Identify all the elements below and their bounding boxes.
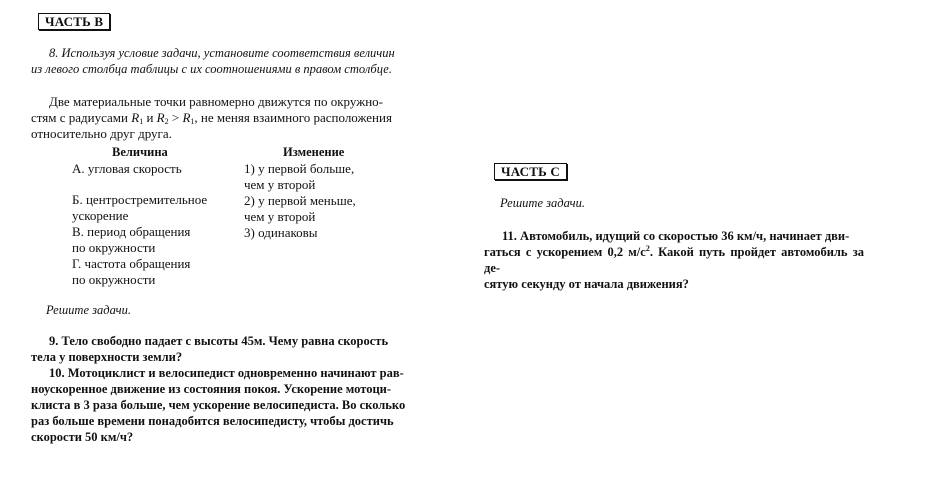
- table-left-item: Г. частота обращения: [72, 256, 191, 271]
- table-right-item: 2) у первой меньше,: [244, 193, 356, 208]
- q10-line1: 10. Мотоциклист и велосипедист одновременно начинают рав-: [49, 366, 404, 380]
- q11-line2: [484, 244, 864, 276]
- table-header-quantity: Величина: [112, 145, 168, 159]
- part-c-solve: Решите задачи.: [500, 196, 585, 210]
- q9-line2: тела у поверхности земли?: [31, 350, 183, 364]
- q10-line2: ноускоренное движение из состояния покоя. Ускорение мотоци-: [31, 382, 392, 396]
- q9-line1: 9. Тело свободно падает с высоты 45м. Чему равна скорость: [49, 334, 389, 348]
- question-11: [484, 228, 864, 292]
- table-right-item: 3) одинаковы: [244, 225, 318, 240]
- q8-condition-and: и: [143, 110, 157, 125]
- radius-r2-subscript: 2: [164, 117, 169, 126]
- q8-condition-text-a: стям с радиусами: [31, 110, 132, 125]
- question-10: [31, 365, 413, 445]
- table-left-item: А. угловая скорость: [72, 161, 182, 176]
- table-right-column: [244, 161, 356, 241]
- table-left-item: Б. центростремительное: [72, 192, 208, 207]
- table-right-item: 1) у первой больше,: [244, 161, 355, 176]
- q8-condition-line2: [31, 110, 413, 126]
- q11-squared: 2: [645, 244, 650, 253]
- q8-instruction: [31, 45, 413, 77]
- radius-r1-compare: R: [182, 110, 191, 125]
- part-b-label: ЧАСТЬ В: [38, 13, 110, 30]
- q8-condition-line3: относительно друг друга.: [31, 126, 172, 141]
- q11-line2-text-a: гаться с ускорением 0,2 м/с: [484, 245, 646, 259]
- table-left-item: по окружности: [72, 272, 156, 287]
- radius-r2: R: [156, 110, 165, 125]
- q10-line5: скорости 50 км/ч?: [31, 430, 134, 444]
- q8-instruction-line2: из левого столбца таблицы с их соотношениями в правом столбце.: [31, 62, 392, 76]
- table-header-change: Изменение: [283, 145, 345, 159]
- q8-condition-text-b: , не меняя взаимного расположения: [194, 110, 392, 125]
- question-9: [31, 333, 413, 365]
- table-left-item: ускорение: [72, 208, 129, 223]
- q8-condition: [31, 94, 413, 142]
- part-b-solve: Решите задачи.: [46, 303, 131, 317]
- radius-r1-compare-subscript: 1: [190, 117, 195, 126]
- q11-line3: сятую секунду от начала движения?: [484, 277, 689, 291]
- table-right-item: чем у второй: [244, 177, 316, 192]
- radius-r1-subscript: 1: [139, 117, 144, 126]
- table-right-item: чем у второй: [244, 209, 316, 224]
- q10-line3: клиста в 3 раза больше, чем ускорение велосипедиста. Во сколько: [31, 398, 406, 412]
- q8-condition-gt: >: [168, 110, 183, 125]
- q11-line1: 11. Автомобиль, идущий со скоростью 36 км/ч, начинает дви-: [502, 229, 850, 243]
- table-left-column: [72, 161, 207, 288]
- q8-condition-line1: Две материальные точки равномерно движутся по окружно-: [49, 94, 383, 109]
- table-left-item: В. период обращения: [72, 224, 191, 239]
- q10-line4: раз больше времени понадобится велосипедисту, чтобы достичь: [31, 414, 394, 428]
- radius-r1: R: [131, 110, 140, 125]
- q11-line2-text-b: . Какой путь пройдет автомобиль за де-: [484, 245, 864, 275]
- part-c-label: ЧАСТЬ С: [494, 163, 567, 180]
- table-left-item: по окружности: [72, 240, 156, 255]
- q8-instruction-line1: 8. Используя условие задачи, установите соответствия величин: [49, 46, 395, 60]
